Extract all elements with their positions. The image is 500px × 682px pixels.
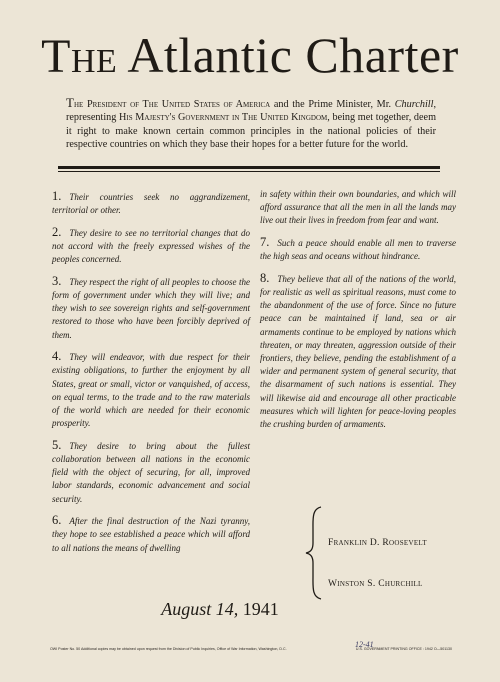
footer-publisher-note: OWI Poster No. 50 Additional copies may be obtained upon request from the Division of Public Inquiries, Office of War Information, Washington, D.C.: [50, 647, 287, 651]
point-7: 7. Such a peace should enable all men to traverse the high seas and oceans without hindrance.: [260, 235, 456, 262]
preamble-government: His Majesty's Government in The United Kingdom: [119, 112, 328, 124]
signature-brace-icon: [304, 505, 324, 601]
preamble-dropcap: T: [66, 95, 74, 110]
divider-thin: [58, 171, 440, 172]
point-5: 5. They desire to bring about the fullest collaboration between all nations in the economic field with the object of securing, for all, improved labor standards, economic advancement and social security.: [52, 437, 250, 504]
right-column: [260, 188, 456, 440]
point-2: 2. They desire to see no territorial changes that do not accord with the freely expressed wishes of the peoples concerned.: [52, 224, 250, 265]
point-3: 3. They respect the right of all peoples to choose the form of government under which they will live; and they wish to see sovereign rights and self-government restored to those who have been forcibly deprived of them.: [52, 273, 250, 340]
charter-date: August 14, 1941: [161, 599, 279, 619]
title-main: Atlantic Charter: [127, 27, 459, 83]
signature-roosevelt: Franklin D. Roosevelt: [328, 538, 427, 548]
document-title: [0, 26, 500, 86]
preamble: The President of The United States of America and the Prime Minister, Mr. Churchill, representing His Majesty's Government in The United Kingdom, being met together, deem it right to make known certain common principles in the national policies of their respective countries on which they base their hopes for a better future for the world.: [66, 95, 436, 151]
point-4: 4. They will endeavor, with due respect for their existing obligations, to further the enjoyment by all States, great or small, victor or vanquished, of access, on equal terms, to the trade and to the raw materials of the world which are needed for their economic prosperity.: [52, 349, 250, 429]
point-6: 6. After the final destruction of the Nazi tyranny, they hope to see established a peace which will afford to all nations the means of dwelling: [52, 513, 250, 553]
footer-printing-office: U.S. GOVERNMENT PRINTING OFFICE : 1942 O—501130: [355, 647, 452, 651]
signature-churchill: Winston S. Churchill: [328, 579, 423, 589]
left-column: [52, 190, 250, 563]
point-6-continued: in safety within their own boundaries, and which will afford assurance that all the men in all the lands may live out their lives in freedom from fear and want.: [260, 189, 456, 226]
preamble-usa: The United States of America: [142, 99, 271, 110]
point-1: 1. Their countries seek no aggrandizement, territorial or other.: [52, 189, 250, 216]
point-8: 8. They believe that all of the nations of the world, for realistic as well as spiritual reasons, must come to the abandonment of the use of force. Since no future peace can be maintained if land, sea or air armaments continue to be employed by nations which threaten, or may threaten, aggression outside of their frontiers, they believe, pending the establishment of a wider and permanent system of general security, that the disarmament of such nations is essential. They will likewise aid and encourage all other practicable measures which will lighten for peace-loving peoples the crushing burden of armaments.: [260, 270, 456, 430]
divider-thick: [58, 166, 440, 169]
title-article: The: [41, 30, 118, 83]
footer-handwritten-mark: 12-41: [355, 640, 374, 649]
preamble-churchill: Churchill: [394, 99, 434, 110]
